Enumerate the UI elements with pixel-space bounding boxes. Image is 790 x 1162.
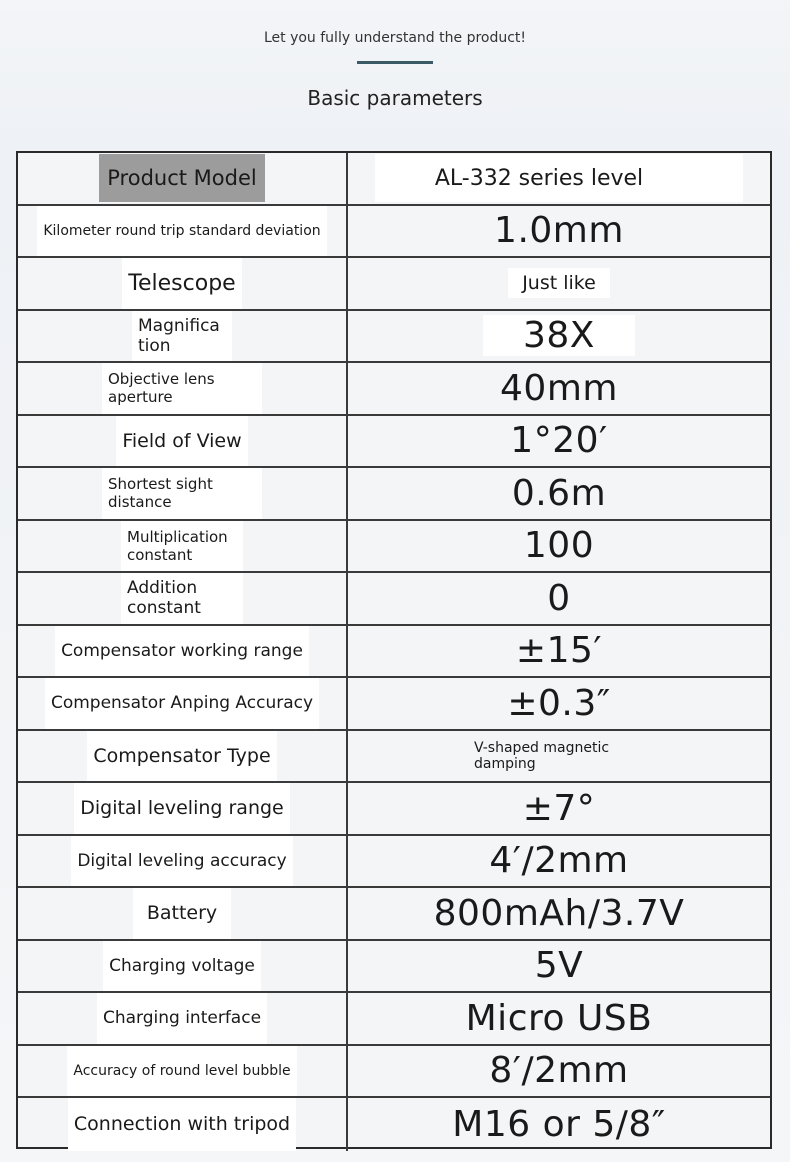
table-row-shortest-sight xyxy=(18,468,770,521)
table-row-product-model xyxy=(18,153,770,206)
digital-leveling-range-label: Digital leveling range xyxy=(74,783,290,834)
compensator-accuracy-label: Compensator Anping Accuracy xyxy=(45,678,319,729)
charging-voltage-label: Charging voltage xyxy=(103,941,261,992)
field-of-view-value: 1°20′ xyxy=(510,420,608,462)
title-divider xyxy=(357,61,433,64)
standard-deviation-label: Kilometer round trip standard deviation xyxy=(37,206,326,257)
value-cell xyxy=(348,783,770,834)
product-model-value: AL-332 series level xyxy=(375,154,743,202)
label-cell xyxy=(18,678,348,729)
tripod-connection-label: Connection with tripod xyxy=(68,1098,296,1151)
table-row-field-of-view xyxy=(18,416,770,469)
label-cell xyxy=(18,836,348,887)
table-row-battery xyxy=(18,888,770,941)
table-row-compensator-type xyxy=(18,731,770,784)
value-cell xyxy=(348,626,770,677)
shortest-sight-label-line-2: distance xyxy=(108,493,172,512)
charging-interface-label: Charging interface xyxy=(97,993,267,1044)
table-row-multiplication-constant xyxy=(18,521,770,574)
value-cell xyxy=(348,153,770,204)
label-cell xyxy=(18,941,348,992)
shortest-sight-label-line-1: Shortest sight xyxy=(108,475,213,494)
field-of-view-label: Field of View xyxy=(116,416,247,467)
multiplication-constant-label-line-2: constant xyxy=(127,545,193,564)
multiplication-constant-label-line-1: Multiplication xyxy=(127,527,228,546)
telescope-label: Telescope xyxy=(122,258,241,309)
multiplication-constant-label xyxy=(121,521,243,572)
table-row-digital-leveling-range xyxy=(18,783,770,836)
label-cell xyxy=(18,888,348,939)
table-row-addition-constant xyxy=(18,573,770,626)
battery-label: Battery xyxy=(133,888,231,939)
shortest-sight-value: 0.6m xyxy=(511,472,607,514)
label-cell xyxy=(18,468,348,519)
compensator-type-value-line-1: V-shaped magnetic xyxy=(474,739,610,756)
magnification-label-line-2: tion xyxy=(138,335,171,356)
table-row-charging-interface xyxy=(18,993,770,1046)
parameters-table xyxy=(16,151,772,1149)
objective-aperture-value: 40mm xyxy=(500,367,618,409)
label-cell xyxy=(18,783,348,834)
value-cell xyxy=(348,468,770,519)
table-row-compensator-accuracy xyxy=(18,678,770,731)
label-cell xyxy=(18,258,348,309)
value-cell xyxy=(348,1046,770,1097)
compensator-type-value xyxy=(474,740,624,772)
objective-aperture-label-line-1: Objective lens xyxy=(108,370,215,389)
table-row-standard-deviation xyxy=(18,206,770,259)
telescope-value: Just like xyxy=(508,268,610,298)
objective-aperture-label xyxy=(102,363,262,414)
value-cell xyxy=(348,836,770,887)
digital-leveling-accuracy-value: 4′/2mm xyxy=(489,840,629,882)
table-row-round-level-bubble xyxy=(18,1046,770,1099)
table-row-telescope xyxy=(18,258,770,311)
addition-constant-value: 0 xyxy=(547,577,571,619)
label-cell xyxy=(18,993,348,1044)
magnification-label xyxy=(132,311,232,362)
value-cell xyxy=(348,206,770,257)
table-row-compensator-range xyxy=(18,626,770,679)
label-cell xyxy=(18,626,348,677)
table-row-digital-leveling-accuracy xyxy=(18,836,770,889)
section-title: Basic parameters xyxy=(307,86,483,110)
addition-constant-label xyxy=(121,573,243,624)
table-row-tripod-connection xyxy=(18,1098,770,1151)
table-row-objective-aperture xyxy=(18,363,770,416)
compensator-range-value: ±15′ xyxy=(515,630,603,672)
label-cell xyxy=(18,153,348,204)
label-cell xyxy=(18,363,348,414)
value-cell xyxy=(348,1098,770,1151)
value-cell xyxy=(348,416,770,467)
digital-leveling-range-value: ±7° xyxy=(522,787,596,829)
battery-value: 800mAh/3.7V xyxy=(433,892,685,934)
label-cell xyxy=(18,1098,348,1151)
value-cell xyxy=(348,258,770,309)
value-cell xyxy=(348,521,770,572)
value-cell xyxy=(348,731,770,782)
value-cell xyxy=(348,678,770,729)
round-level-bubble-value: 8′/2mm xyxy=(489,1050,629,1092)
charging-voltage-value: 5V xyxy=(534,945,584,987)
label-cell xyxy=(18,731,348,782)
value-cell xyxy=(348,993,770,1044)
compensator-type-label: Compensator Type xyxy=(87,731,276,782)
label-cell xyxy=(18,521,348,572)
label-cell xyxy=(18,311,348,362)
label-cell xyxy=(18,416,348,467)
value-cell xyxy=(348,888,770,939)
digital-leveling-accuracy-label: Digital leveling accuracy xyxy=(71,836,292,887)
shortest-sight-label xyxy=(102,468,262,519)
compensator-type-value-line-2: damping xyxy=(474,755,536,772)
value-cell xyxy=(348,311,770,362)
value-cell xyxy=(348,573,770,624)
objective-aperture-label-line-2: aperture xyxy=(108,388,173,407)
label-cell xyxy=(18,1046,348,1097)
standard-deviation-value: 1.0mm xyxy=(494,210,624,252)
compensator-range-label: Compensator working range xyxy=(55,626,309,677)
label-cell xyxy=(18,573,348,624)
addition-constant-label-line-2: constant xyxy=(127,598,201,619)
value-cell xyxy=(348,363,770,414)
charging-interface-value: Micro USB xyxy=(465,997,653,1039)
value-cell xyxy=(348,941,770,992)
addition-constant-label-line-1: Addition xyxy=(127,578,198,599)
tripod-connection-value: M16 or 5/8″ xyxy=(452,1103,666,1145)
round-level-bubble-label: Accuracy of round level bubble xyxy=(67,1046,296,1097)
multiplication-constant-value: 100 xyxy=(523,525,595,567)
table-row-charging-voltage xyxy=(18,941,770,994)
compensator-accuracy-value: ±0.3″ xyxy=(507,682,611,724)
product-model-label: Product Model xyxy=(99,154,264,202)
tagline: Let you fully understand the product! xyxy=(263,30,527,46)
magnification-label-line-1: Magnifica xyxy=(138,315,220,336)
table-row-magnification xyxy=(18,311,770,364)
label-cell xyxy=(18,206,348,257)
magnification-value: 38X xyxy=(483,315,635,356)
